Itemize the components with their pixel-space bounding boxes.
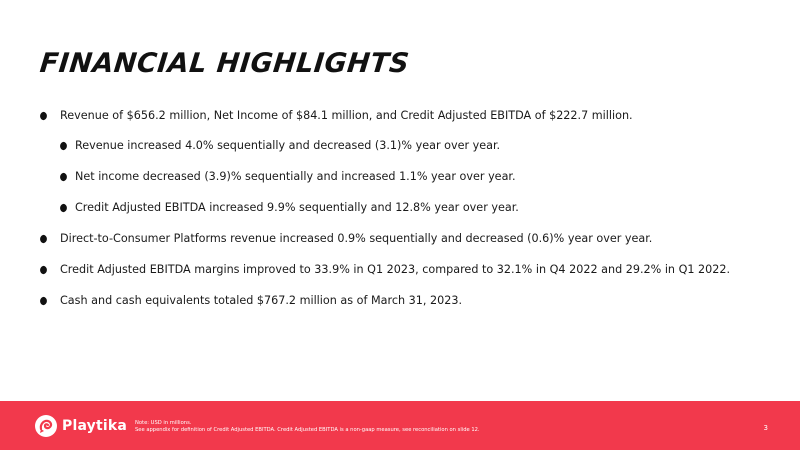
bullet-item [38, 262, 778, 277]
bullet-text: Credit Adjusted EBITDA margins improved to 33.9% in Q1 2023, compared to 32.1% in Q4 2022 and 29.2% in Q1 2022. [60, 263, 731, 276]
bullet-blob-icon [59, 141, 68, 151]
bullet-text: Net income decreased (3.9)% sequentially and increased 1.1% year over year. [75, 170, 516, 183]
brand-logo [34, 414, 127, 438]
sub-bullet-item [58, 138, 778, 153]
footnote-line: See appendix for definition of Credit Adjusted EBITDA. Credit Adjusted EBITDA is a non-gaap measure, see reconciliation on slide 12. [135, 427, 480, 433]
bullet-text: Credit Adjusted EBITDA increased 9.9% sequentially and 12.8% year over year. [75, 201, 519, 214]
bullet-item [38, 231, 778, 246]
bullet-item [38, 108, 778, 123]
bullet-blob-icon [39, 234, 48, 244]
footnote-line: Note: USD in millions. [135, 420, 192, 426]
bullet-text: Revenue of $656.2 million, Net Income of $84.1 million, and Credit Adjusted EBITDA of $222.7 million. [60, 109, 633, 122]
bullet-list [38, 108, 778, 308]
footnotes [135, 420, 480, 434]
bullet-blob-icon [39, 296, 48, 306]
page-number: 3 [763, 424, 768, 432]
playtika-logo-icon [34, 414, 58, 438]
bullet-text: Revenue increased 4.0% sequentially and decreased (3.1)% year over year. [75, 139, 501, 152]
bullet-item [38, 293, 778, 308]
bullet-text: Cash and cash equivalents totaled $767.2 million as of March 31, 2023. [60, 294, 463, 307]
sub-bullet-item [58, 169, 778, 184]
bullet-blob-icon [59, 203, 68, 213]
bullet-blob-icon [59, 172, 68, 182]
slide-title: FINANCIAL HIGHLIGHTS [38, 48, 411, 79]
brand-name: Playtika [62, 418, 128, 434]
bullet-text: Direct-to-Consumer Platforms revenue increased 0.9% sequentially and decreased (0.6)% year over year. [60, 232, 653, 245]
sub-bullet-item [58, 200, 778, 215]
bullet-blob-icon [39, 111, 48, 121]
footer-bar [0, 401, 800, 450]
bullet-blob-icon [39, 265, 48, 275]
